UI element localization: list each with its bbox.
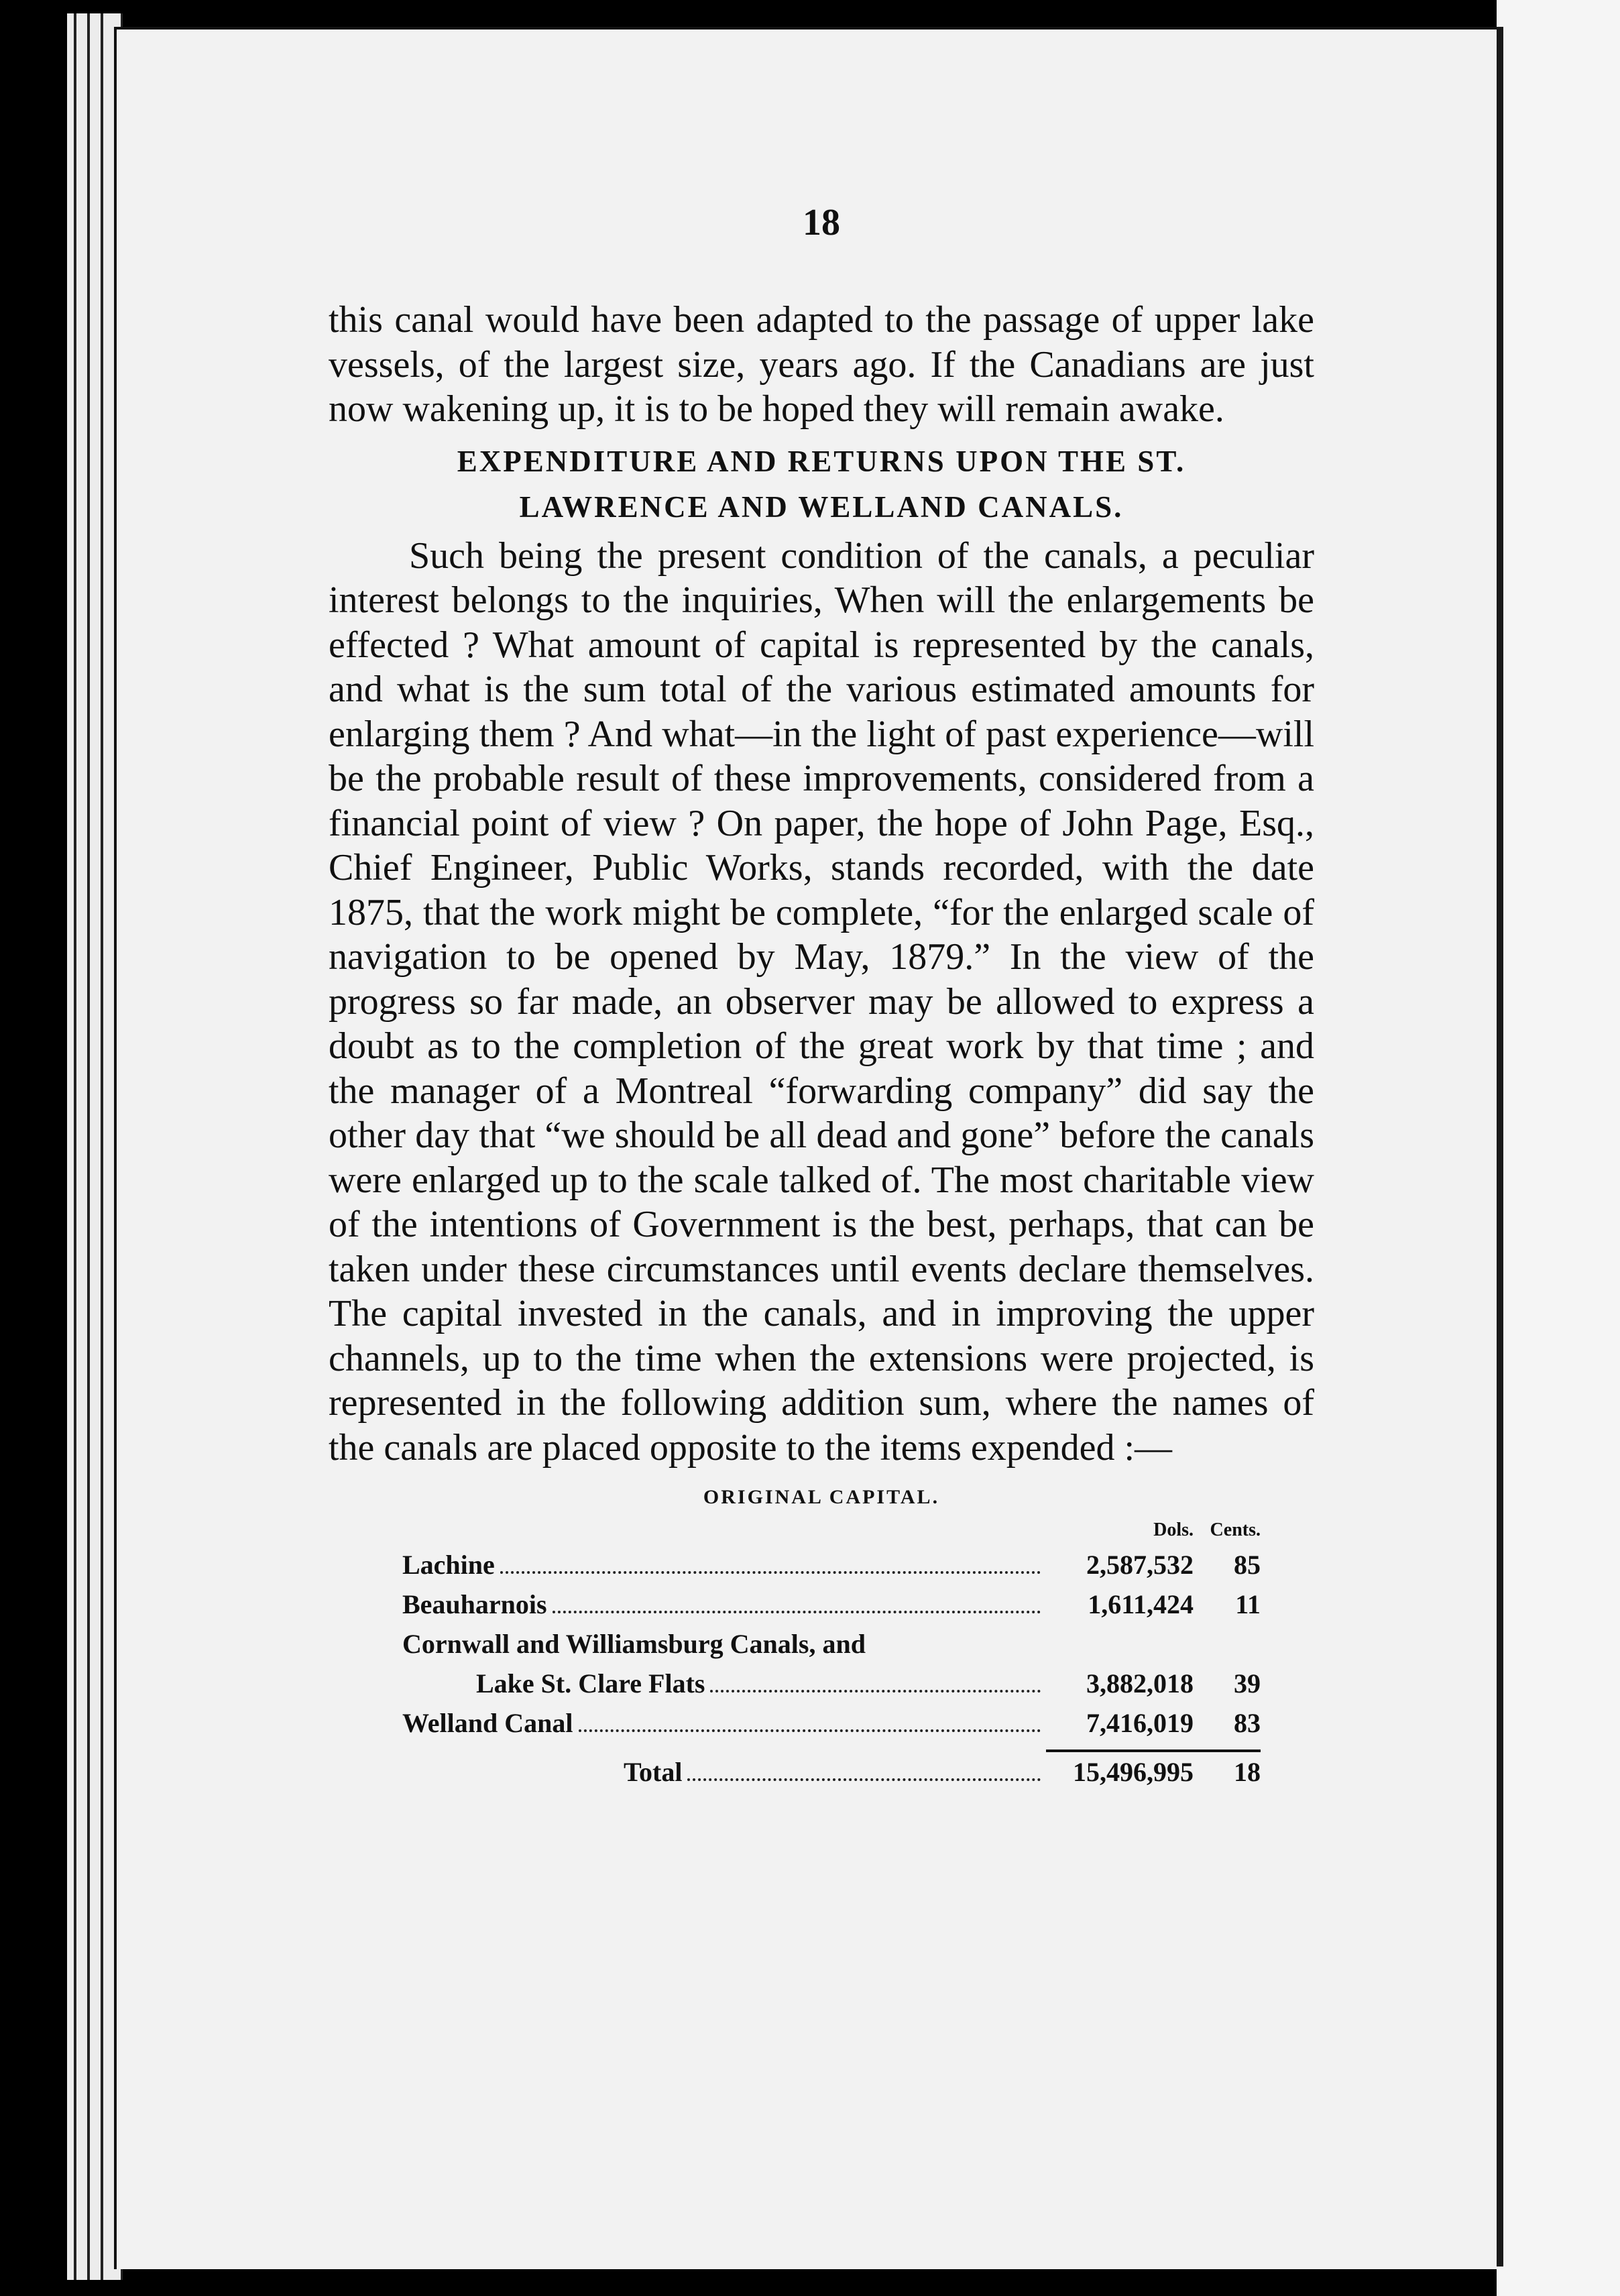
header-dols: Dols. bbox=[1153, 1519, 1194, 1540]
row-name: Cornwall and Williamsburg Canals, and bbox=[402, 1629, 866, 1659]
total-dols: 15,496,995 bbox=[1073, 1757, 1194, 1787]
total-rule bbox=[402, 1743, 1261, 1751]
row-dols bbox=[1046, 1624, 1194, 1664]
dot-leader bbox=[553, 1611, 1041, 1613]
table-row bbox=[402, 1624, 1261, 1664]
page-edge-line bbox=[87, 13, 90, 2280]
row-cents: 85 bbox=[1234, 1550, 1261, 1580]
dot-leader bbox=[710, 1690, 1041, 1692]
adjacent-page-strip bbox=[1497, 0, 1620, 2296]
book-spine bbox=[1497, 27, 1503, 2266]
row-cents bbox=[1194, 1624, 1261, 1664]
row-cents: 83 bbox=[1234, 1708, 1261, 1738]
row-dols: 2,587,532 bbox=[1086, 1550, 1194, 1580]
sum-rule bbox=[1046, 1743, 1194, 1751]
body-paragraph: Such being the present condition of the canals, a peculiar interest belongs to the inquiries, When will the enlargements be effected ? What amount of capital is represented by the canals, and what is the sum total of the various estimated amounts for enlarging them ? And what—in the light of past experience—will be the probable result of these improvements, considered from a financial point of view ? On paper, the hope of John Page, Esq., Chief Engineer, Public Works, stands recorded, with the date 1875, that the work might be complete, “for the enlarged scale of navigation to be opened by May, 1879.” In the view of the progress so far made, an observer may be allowed to express a doubt as to the completion of the great work by that time ; and the manager of a Montreal “forwarding company” did say the other day that “we should be all dead and gone” before the canals were enlarged up to the scale talked of. The most charitable view of the intentions of Government is the best, perhaps, that can be taken under these circumstances until events declare themselves. The capital invested in the canals, and in improving the upper channels, up to the time when the extensions were projected, is represented in the following addition sum, where the names of the canals are placed opposite to the items expended :— bbox=[329, 534, 1314, 1469]
capital-table-section bbox=[329, 1486, 1314, 1792]
page-edge-line bbox=[74, 13, 76, 2280]
header-cents: Cents. bbox=[1210, 1519, 1261, 1540]
page-edge-line bbox=[101, 13, 103, 2280]
dot-leader bbox=[687, 1778, 1041, 1781]
table-row bbox=[402, 1585, 1261, 1624]
table-header-row bbox=[402, 1515, 1261, 1545]
table-row bbox=[402, 1545, 1261, 1585]
row-name: Welland Canal bbox=[402, 1708, 573, 1738]
row-cents: 11 bbox=[1235, 1589, 1261, 1619]
table-caption: ORIGINAL CAPITAL. bbox=[703, 1486, 940, 1508]
row-name: Beauharnois bbox=[402, 1589, 547, 1619]
row-dols: 1,611,424 bbox=[1088, 1589, 1194, 1619]
dot-leader bbox=[579, 1729, 1041, 1732]
section-heading-line-1: EXPENDITURE AND RETURNS UPON THE ST. bbox=[457, 444, 1186, 478]
table-row bbox=[402, 1703, 1261, 1743]
row-cents: 39 bbox=[1234, 1668, 1261, 1699]
sum-rule bbox=[1194, 1743, 1261, 1751]
table-row bbox=[402, 1664, 1261, 1703]
section-heading bbox=[329, 439, 1314, 530]
header-name-spacer bbox=[402, 1515, 1046, 1545]
row-dols: 7,416,019 bbox=[1086, 1708, 1194, 1738]
intro-paragraph: this canal would have been adapted to the passage of upper lake vessels, of the largest size, years ago. If the Canadians are just now wakening up, it is to be hoped they will remain awake. bbox=[329, 299, 1314, 430]
page-content bbox=[329, 201, 1314, 1792]
row-dols: 3,882,018 bbox=[1086, 1668, 1194, 1699]
page-number: 18 bbox=[803, 202, 840, 243]
total-label: Total bbox=[624, 1757, 683, 1787]
row-name: Lachine bbox=[402, 1550, 495, 1580]
total-cents: 18 bbox=[1234, 1757, 1261, 1787]
capital-table bbox=[402, 1515, 1261, 1792]
total-row bbox=[402, 1751, 1261, 1792]
section-heading-line-2: LAWRENCE AND WELLAND CANALS. bbox=[519, 490, 1124, 524]
row-name: Lake St. Clare Flats bbox=[476, 1668, 705, 1699]
dot-leader bbox=[500, 1571, 1041, 1574]
